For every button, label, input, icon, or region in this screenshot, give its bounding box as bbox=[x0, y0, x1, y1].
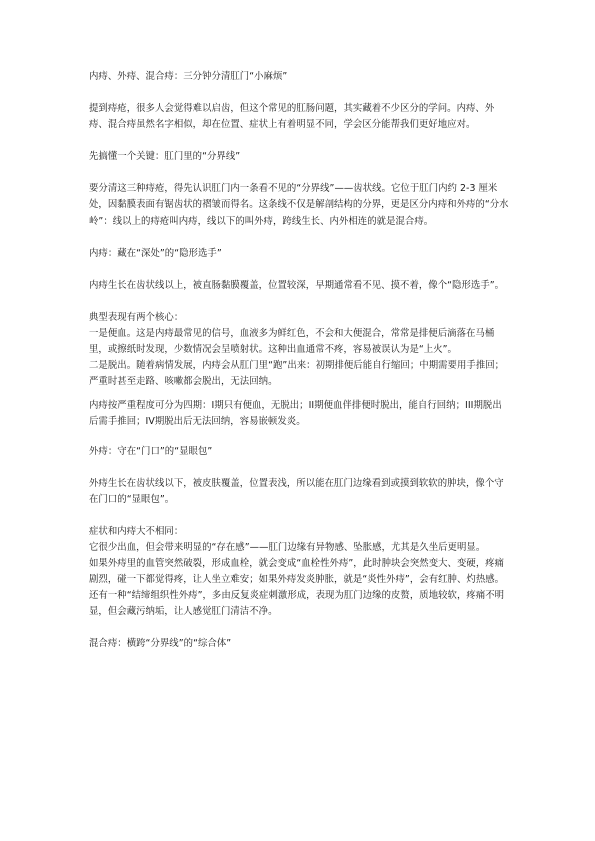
dividing-line-paragraph: 要分清这三种痔疮，得先认识肛门内一条看不见的“分界线”——齿状线。它位于肛门内约 2-3 厘米处，因黏膜表面有锯齿状的褶皱而得名。这条线不仅是解剖结构的分界，更是区分内痔和外痔的“分水岭”：线以上的痔疮叫内痔，线以下的叫外痔，跨线生长、内外相连的就是混合痔。 bbox=[89, 183, 509, 227]
section-heading-dividing-line: 先搞懂一个关键：肛门里的“分界线” bbox=[89, 151, 241, 163]
internal-grades-paragraph: 内痔按严重程度可分为四期：I期只有便血，无脱出；II期便血伴排便时脱出，能自行回纳；III期脱出后需手推回；IV期脱出后无法回纳，容易嵌顿发炎。 bbox=[89, 400, 502, 428]
external-diff-item-1: 它很少出血，但会带来明显的“存在感”——肛门边缘有异物感、坠胀感，尤其是久坐后更明显。 bbox=[89, 541, 486, 553]
section-heading-internal: 内痔：藏在“深处”的“隐形选手” bbox=[89, 247, 222, 259]
article-title: 内痔、外痔、混合痔：三分钟分清肛门“小麻烦” bbox=[89, 71, 288, 82]
external-diff-intro: 症状和内痔大不相同： bbox=[89, 525, 184, 537]
internal-symptom-prolapse: 二是脱出。随着病情发展，内痔会从肛门里“跑”出来：初期排便后能自行缩回；中期需要用手推回；严重时甚至走路、咳嗽都会脱出，无法回纳。 bbox=[89, 360, 505, 388]
internal-intro-paragraph: 内痔生长在齿状线以上，被直肠黏膜覆盖，位置较深，早期通常看不见、摸不着，像个“隐形选手”。 bbox=[89, 279, 505, 291]
external-intro-paragraph: 外痔生长在齿状线以下，被皮肤覆盖，位置表浅，所以能在肛门边缘看到或摸到软软的肿块，像个守在门口的“显眼包”。 bbox=[89, 477, 504, 505]
article-body bbox=[89, 69, 509, 652]
external-diff-item-3: 还有一种“结缔组织性外痔”，多由反复炎症刺激形成，表现为肛门边缘的皮赘，质地较软，疼痛不明显，但会藏污纳垢，让人感觉肛门清洁不净。 bbox=[89, 590, 505, 618]
internal-symptoms-intro: 典型表现有两个核心： bbox=[89, 311, 184, 323]
internal-symptom-bleeding: 一是便血。这是内痔最常见的信号，血液多为鲜红色，不会和大便混合，常常是排便后滴落在马桶里，或擦纸时发现，少数情况会呈喷射状。这种出血通常不疼，容易被误认为是“上火”。 bbox=[89, 327, 495, 356]
section-heading-external: 外痔：守在“门口”的“显眼包” bbox=[89, 445, 213, 457]
section-heading-mixed: 混合痔：横跨“分界线”的“综合体” bbox=[89, 638, 232, 650]
external-diff-item-2: 如果外痔里的血管突然破裂，形成血栓，就会变成“血栓性外痔”，此时肿块会突然变大、变硬，疼痛剧烈，碰一下都觉得疼，让人坐立难安；如果外痔发炎肿胀，就是“炎性外痔”，会有红肿、灼热感。 bbox=[89, 557, 505, 586]
intro-paragraph: 提到痔疮，很多人会觉得难以启齿，但这个常见的肛肠问题，其实藏着不少区分的学问。内痔、外痔、混合痔虽然名字相似，却在位置、症状上有着明显不同，学会区分能帮我们更好地应对。 bbox=[89, 103, 495, 131]
